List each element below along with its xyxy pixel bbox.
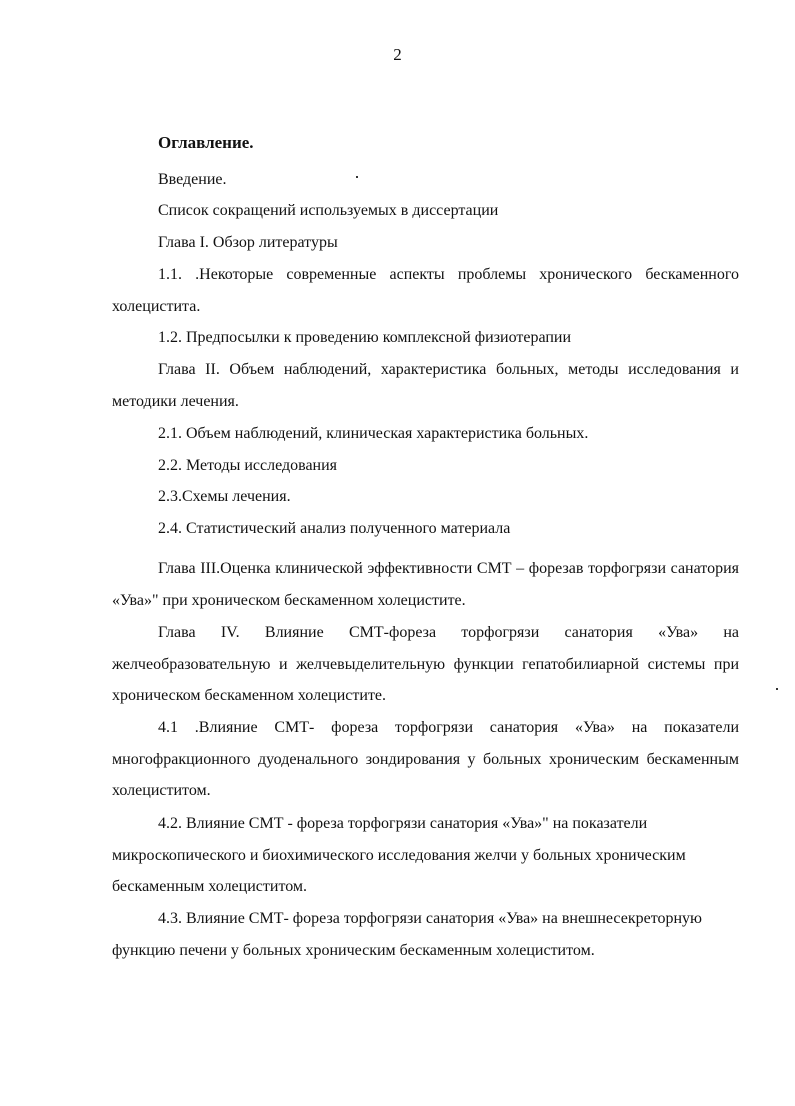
scan-speck — [356, 176, 358, 178]
toc-entry-1-1: 1.1. .Некоторые современные аспекты проблемы хронического бескаменного холецистита. — [112, 266, 739, 315]
toc-entry-chapter-3: Глава III.Оценка клинической эффективности СМТ – форезав торфогрязи санатория «Ува»" при хроническом бескаменном холецистите. — [112, 560, 739, 609]
toc-heading: Оглавление. — [158, 133, 254, 152]
toc-entry-abbreviations: Список сокращений используемых в диссертации — [158, 202, 499, 219]
toc-entry-2-1: 2.1. Объем наблюдений, клиническая характеристика больных. — [158, 425, 589, 442]
toc-entry-2-4: 2.4. Статистический анализ полученного материала — [158, 520, 511, 537]
toc-entry-2-2: 2.2. Методы исследования — [158, 457, 338, 474]
toc-entry-2-3: 2.3.Схемы лечения. — [158, 488, 291, 505]
toc-entry-4-1: 4.1 .Влияние СМТ- фореза торфогрязи санатория «Ува» на показатели многофракционного дуоденального зондирования у больных хроническим бескаменным холециститом. — [112, 719, 739, 799]
toc-entry-chapter-2: Глава II. Объем наблюдений, характеристика больных, методы исследования и методики лечения. — [112, 361, 739, 410]
toc-entry-4-2: 4.2. Влияние СМТ - фореза торфогрязи санатория «Ува»" на показатели микроскопического и биохимического исследования желчи у больных хроническим бескаменным холециститом. — [112, 815, 686, 895]
toc-entry-chapter-1: Глава I. Обзор литературы — [158, 234, 338, 251]
toc-entry-introduction: Введение. — [158, 171, 227, 188]
toc-entry-1-2: 1.2. Предпосылки к проведению комплексной физиотерапии — [158, 329, 572, 346]
toc-entry-4-3: 4.3. Влияние СМТ- фореза торфогрязи санатория «Ува» на внешнесекреторную функцию печени у больных хроническим бескаменным холециститом. — [112, 910, 702, 959]
scan-speck — [776, 688, 778, 690]
page-number: 2 — [393, 45, 402, 64]
toc-entry-chapter-4: Глава IV. Влияние СМТ-фореза торфогрязи санатория «Ува» на желчеобразовательную и желчевыделительную функции гепатобилиарной системы при хроническом бескаменном холецистите. — [112, 624, 739, 704]
